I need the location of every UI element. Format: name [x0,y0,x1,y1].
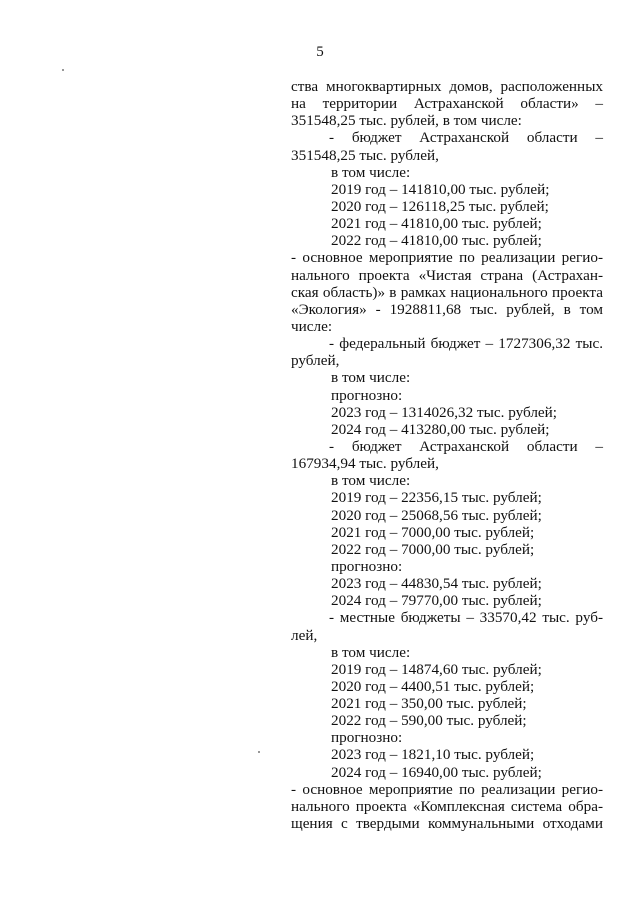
text-line: 2024 год – 413280,00 тыс. рублей; [331,420,550,438]
text-line: - местные бюджеты – 33570,42 тыс. руб- [329,609,603,627]
text-line: лей, [291,626,318,644]
text-line: 2021 год – 41810,00 тыс. рублей; [331,215,542,233]
text-line: - бюджет Астраханской области – [329,129,603,147]
text-line: «Экология» - 1928811,68 тыс. рублей, в том [291,300,603,318]
text-line: 2020 год – 4400,51 тыс. рублей; [331,677,535,695]
text-line: - основное мероприятие по реализации регио- [291,249,603,267]
text-line: 2020 год – 25068,56 тыс. рублей; [331,506,542,524]
page-number: 5 [316,44,324,60]
text-line: на территории Астраханской области» – [291,95,603,113]
text-line: в том числе: [331,643,411,661]
text-line: 2022 год – 41810,00 тыс. рублей; [331,232,542,250]
document-body [291,78,603,832]
text-line: 2024 год – 79770,00 тыс. рублей; [331,592,542,610]
scan-speck [62,69,64,71]
text-line: нального проекта «Комплексная система обра- [291,797,603,815]
text-line: 2023 год – 44830,54 тыс. рублей; [331,575,542,593]
text-line: прогнозно: [331,557,403,575]
scan-speck [258,751,260,753]
text-line: прогнозно: [331,386,403,404]
text-line: 167934,94 тыс. рублей, [291,455,439,473]
text-line: 2023 год – 1821,10 тыс. рублей; [331,746,535,764]
text-line: 2021 год – 350,00 тыс. рублей; [331,695,527,713]
text-line: 351548,25 тыс. рублей, в том числе: [291,112,522,130]
text-line: 2019 год – 14874,60 тыс. рублей; [331,660,542,678]
text-line: 2019 год – 141810,00 тыс. рублей; [331,180,550,198]
text-line: - федеральный бюджет – 1727306,32 тыс. [329,335,603,353]
text-line: 2022 год – 590,00 тыс. рублей; [331,712,527,730]
text-line: 2021 год – 7000,00 тыс. рублей; [331,523,535,541]
text-line: 2019 год – 22356,15 тыс. рублей; [331,489,542,507]
text-line: рублей, [291,352,340,370]
text-line: - бюджет Астраханской области – [329,437,603,455]
text-line: в том числе: [331,369,411,387]
text-line: ства многоквартирных домов, расположенных [291,78,603,95]
text-line: прогнозно: [331,729,403,747]
text-line: ская область)» в рамках национального проекта [291,283,603,301]
text-line: в том числе: [331,163,411,181]
text-line: щения с твердыми коммунальными отходами [291,815,603,833]
text-line: числе: [291,317,333,335]
text-line: 2022 год – 7000,00 тыс. рублей; [331,540,535,558]
text-line: в том числе: [331,472,411,490]
text-line: 2023 год – 1314026,32 тыс. рублей; [331,403,558,421]
text-line: 2020 год – 126118,25 тыс. рублей; [331,197,549,215]
text-line: 2024 год – 16940,00 тыс. рублей; [331,763,542,781]
text-line: 351548,25 тыс. рублей, [291,146,439,164]
text-line: - основное мероприятие по реализации регио- [291,780,603,798]
text-line: нального проекта «Чистая страна (Астрахан- [291,266,603,284]
